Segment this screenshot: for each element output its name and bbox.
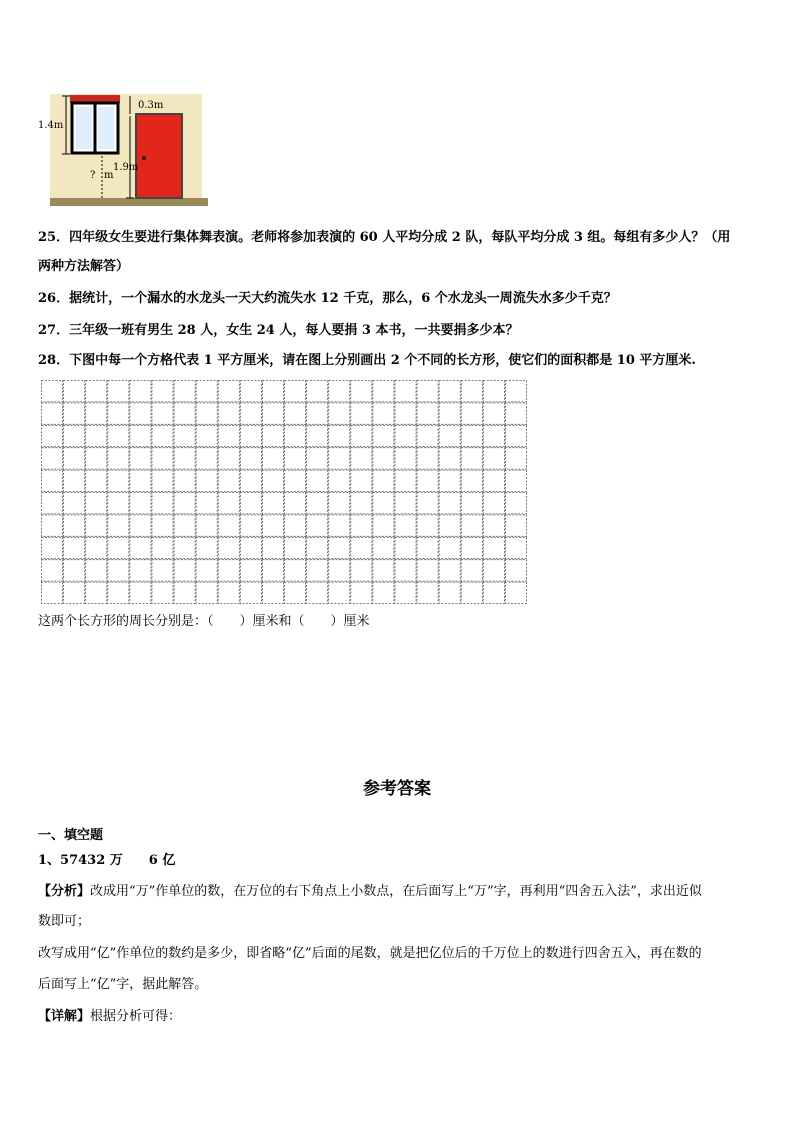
grid-cell[interactable] bbox=[483, 515, 504, 536]
grid-cell[interactable] bbox=[130, 425, 151, 446]
question-27: 27．三年级一班有男生 28 人，女生 24 人，每人要捐 3 本书，一共要捐多少本？ bbox=[38, 323, 519, 338]
grid-cell[interactable] bbox=[64, 537, 85, 558]
grid-cell[interactable] bbox=[307, 403, 328, 424]
grid-cell[interactable] bbox=[351, 425, 372, 446]
grid-cell[interactable] bbox=[218, 537, 239, 558]
grid-cell[interactable] bbox=[174, 448, 195, 469]
grid-cell[interactable] bbox=[439, 515, 460, 536]
grid-cell[interactable] bbox=[461, 425, 482, 446]
analysis-tag: 【分析】 bbox=[38, 884, 91, 899]
grid-cell[interactable] bbox=[483, 448, 504, 469]
grid-cell[interactable] bbox=[86, 470, 107, 491]
analysis-text-1: 改成用“万”作单位的数，在万位的右下角点上小数点，在后面写上“万”字，再利用“四舍五入法”，求出近似 bbox=[90, 884, 702, 899]
grid-cell[interactable] bbox=[373, 560, 394, 581]
grid-cell[interactable] bbox=[461, 582, 482, 603]
grid-cell[interactable] bbox=[483, 582, 504, 603]
grid-cell[interactable] bbox=[505, 537, 526, 558]
grid-cell[interactable] bbox=[42, 493, 63, 514]
grid-cell[interactable] bbox=[196, 515, 217, 536]
grid-cell[interactable] bbox=[285, 403, 306, 424]
grid-cell[interactable] bbox=[307, 493, 328, 514]
grid-cell[interactable] bbox=[196, 537, 217, 558]
grid-cell[interactable] bbox=[240, 560, 261, 581]
label-unknown-unit: m bbox=[104, 170, 114, 181]
grid-cell[interactable] bbox=[218, 515, 239, 536]
grid-cell[interactable] bbox=[108, 537, 129, 558]
grid-cell[interactable] bbox=[262, 425, 283, 446]
grid-cell[interactable] bbox=[262, 493, 283, 514]
grid-cell[interactable] bbox=[108, 582, 129, 603]
grid-cell[interactable] bbox=[285, 470, 306, 491]
grid-cell[interactable] bbox=[86, 448, 107, 469]
floor bbox=[50, 198, 208, 206]
grid-cell[interactable] bbox=[152, 582, 173, 603]
grid-cell[interactable] bbox=[262, 537, 283, 558]
detail-line bbox=[38, 1007, 181, 1027]
grid-cell[interactable] bbox=[108, 515, 129, 536]
grid-cell[interactable] bbox=[417, 515, 438, 536]
grid-cell[interactable] bbox=[218, 425, 239, 446]
grid-cell[interactable] bbox=[130, 403, 151, 424]
grid-cell[interactable] bbox=[417, 381, 438, 402]
grid-cell[interactable] bbox=[42, 560, 63, 581]
grid-cell[interactable] bbox=[218, 403, 239, 424]
grid-cell[interactable] bbox=[152, 470, 173, 491]
grid-cell[interactable] bbox=[64, 515, 85, 536]
window-door-figure bbox=[38, 92, 208, 210]
grid-cell[interactable] bbox=[307, 582, 328, 603]
grid-cell[interactable] bbox=[130, 381, 151, 402]
grid-cell[interactable] bbox=[262, 381, 283, 402]
grid-cell[interactable] bbox=[461, 470, 482, 491]
square-grid[interactable] bbox=[41, 380, 527, 604]
grid-cell[interactable] bbox=[307, 537, 328, 558]
grid-cell[interactable] bbox=[351, 515, 372, 536]
analysis-line2: 数即可； bbox=[38, 914, 91, 929]
grid-cell[interactable] bbox=[42, 448, 63, 469]
grid-cell[interactable] bbox=[329, 403, 350, 424]
grid-cell[interactable] bbox=[86, 403, 107, 424]
grid-cell[interactable] bbox=[262, 582, 283, 603]
grid-cell[interactable] bbox=[108, 403, 129, 424]
grid-cell[interactable] bbox=[307, 448, 328, 469]
grid-cell[interactable] bbox=[108, 560, 129, 581]
grid-cell[interactable] bbox=[461, 403, 482, 424]
grid-cell[interactable] bbox=[439, 582, 460, 603]
grid-cell[interactable] bbox=[130, 515, 151, 536]
grid-cell[interactable] bbox=[417, 582, 438, 603]
grid-cell[interactable] bbox=[130, 560, 151, 581]
grid-cell[interactable] bbox=[329, 560, 350, 581]
grid-cell[interactable] bbox=[64, 425, 85, 446]
grid-cell[interactable] bbox=[240, 381, 261, 402]
grid-cell[interactable] bbox=[240, 537, 261, 558]
grid-cell[interactable] bbox=[42, 515, 63, 536]
grid-cell[interactable] bbox=[152, 425, 173, 446]
grid-cell[interactable] bbox=[439, 425, 460, 446]
grid-cell[interactable] bbox=[439, 381, 460, 402]
grid-cell[interactable] bbox=[483, 470, 504, 491]
grid-cell[interactable] bbox=[218, 493, 239, 514]
label-door-height: 1.9m bbox=[113, 162, 139, 173]
grid-cell[interactable] bbox=[307, 425, 328, 446]
answers-title: 参考答案 bbox=[363, 779, 431, 799]
grid-cell[interactable] bbox=[439, 493, 460, 514]
grid-cell[interactable] bbox=[196, 582, 217, 603]
grid-cell[interactable] bbox=[483, 560, 504, 581]
grid-cell[interactable] bbox=[395, 403, 416, 424]
door bbox=[136, 114, 182, 198]
grid-cell[interactable] bbox=[505, 403, 526, 424]
grid-cell[interactable] bbox=[218, 582, 239, 603]
grid-cell[interactable] bbox=[329, 582, 350, 603]
grid-cell[interactable] bbox=[329, 381, 350, 402]
question-26: 26．据统计，一个漏水的水龙头一天大约流失水 12 千克，那么，6 个水龙头一周流失水多少千克？ bbox=[38, 291, 617, 306]
grid-cell[interactable] bbox=[307, 515, 328, 536]
grid-cell[interactable] bbox=[373, 448, 394, 469]
grid-cell[interactable] bbox=[218, 448, 239, 469]
grid-cell[interactable] bbox=[329, 470, 350, 491]
grid-cell[interactable] bbox=[285, 493, 306, 514]
grid-cell[interactable] bbox=[152, 560, 173, 581]
grid-cell[interactable] bbox=[329, 537, 350, 558]
grid-cell[interactable] bbox=[395, 470, 416, 491]
grid-cell[interactable] bbox=[262, 470, 283, 491]
grid-cell[interactable] bbox=[461, 493, 482, 514]
grid-cell[interactable] bbox=[285, 448, 306, 469]
grid-cell[interactable] bbox=[461, 560, 482, 581]
grid-cell[interactable] bbox=[108, 381, 129, 402]
grid-cell[interactable] bbox=[108, 448, 129, 469]
grid-cell[interactable] bbox=[42, 470, 63, 491]
grid-cell[interactable] bbox=[351, 560, 372, 581]
grid-cell[interactable] bbox=[240, 470, 261, 491]
grid-cell[interactable] bbox=[262, 448, 283, 469]
grid-cell[interactable] bbox=[395, 537, 416, 558]
grid-cell[interactable] bbox=[439, 448, 460, 469]
grid-cell[interactable] bbox=[64, 470, 85, 491]
grid-cell[interactable] bbox=[373, 582, 394, 603]
grid-cell[interactable] bbox=[461, 537, 482, 558]
grid-cell[interactable] bbox=[483, 537, 504, 558]
grid-cell[interactable] bbox=[130, 470, 151, 491]
grid-cell[interactable] bbox=[395, 448, 416, 469]
grid-cell[interactable] bbox=[351, 403, 372, 424]
grid-cell[interactable] bbox=[86, 537, 107, 558]
grid-cell[interactable] bbox=[417, 425, 438, 446]
grid-cell[interactable] bbox=[417, 537, 438, 558]
grid-cell[interactable] bbox=[42, 403, 63, 424]
grid-cell[interactable] bbox=[483, 425, 504, 446]
perimeter-question: 这两个长方形的周长分别是：（ ）厘米和（ ）厘米 bbox=[38, 614, 370, 629]
grid-cell[interactable] bbox=[417, 403, 438, 424]
grid-cell[interactable] bbox=[86, 425, 107, 446]
grid-cell[interactable] bbox=[174, 582, 195, 603]
grid-cell[interactable] bbox=[64, 582, 85, 603]
grid-cell[interactable] bbox=[373, 493, 394, 514]
grid-cell[interactable] bbox=[108, 425, 129, 446]
grid-cell[interactable] bbox=[262, 515, 283, 536]
grid-cell[interactable] bbox=[505, 582, 526, 603]
grid-cell[interactable] bbox=[417, 560, 438, 581]
detail-tag: 【详解】 bbox=[38, 1009, 91, 1024]
grid-cell[interactable] bbox=[42, 582, 63, 603]
grid-cell[interactable] bbox=[64, 448, 85, 469]
label-height: 1.4m bbox=[38, 120, 64, 131]
grid-cell[interactable] bbox=[196, 381, 217, 402]
grid-cell[interactable] bbox=[285, 515, 306, 536]
grid-cell[interactable] bbox=[373, 425, 394, 446]
grid-cell[interactable] bbox=[86, 560, 107, 581]
grid-cell[interactable] bbox=[64, 381, 85, 402]
grid-cell[interactable] bbox=[505, 470, 526, 491]
question-25-line2: 两种方法解答） bbox=[38, 259, 130, 274]
grid-cell[interactable] bbox=[174, 537, 195, 558]
grid-cell[interactable] bbox=[218, 470, 239, 491]
grid-cell[interactable] bbox=[64, 493, 85, 514]
grid-cell[interactable] bbox=[218, 381, 239, 402]
grid-cell[interactable] bbox=[505, 493, 526, 514]
grid-cell[interactable] bbox=[152, 493, 173, 514]
grid-cell[interactable] bbox=[240, 425, 261, 446]
grid-cell[interactable] bbox=[439, 403, 460, 424]
grid-cell[interactable] bbox=[174, 515, 195, 536]
grid-cell[interactable] bbox=[329, 448, 350, 469]
grid-cell[interactable] bbox=[373, 403, 394, 424]
grid-cell[interactable] bbox=[42, 381, 63, 402]
grid-cell[interactable] bbox=[395, 515, 416, 536]
grid-cell[interactable] bbox=[174, 425, 195, 446]
grid-cell[interactable] bbox=[262, 560, 283, 581]
grid-cell[interactable] bbox=[196, 403, 217, 424]
grid-cell[interactable] bbox=[240, 493, 261, 514]
grid-cell[interactable] bbox=[505, 515, 526, 536]
grid-cell[interactable] bbox=[64, 560, 85, 581]
grid-cell[interactable] bbox=[218, 560, 239, 581]
grid-cell[interactable] bbox=[174, 493, 195, 514]
question-28: 28．下图中每一个方格代表 1 平方厘米，请在图上分别画出 2 个不同的长方形，使它们的面积都是 10 平方厘米. bbox=[38, 353, 696, 368]
grid-cell[interactable] bbox=[373, 515, 394, 536]
grid-cell[interactable] bbox=[505, 425, 526, 446]
grid-cell[interactable] bbox=[174, 381, 195, 402]
grid-cell[interactable] bbox=[483, 403, 504, 424]
grid-cell[interactable] bbox=[196, 560, 217, 581]
grid-cell[interactable] bbox=[329, 515, 350, 536]
grid-cell[interactable] bbox=[351, 448, 372, 469]
grid-cell[interactable] bbox=[439, 560, 460, 581]
grid-cell[interactable] bbox=[461, 381, 482, 402]
grid-cell[interactable] bbox=[417, 493, 438, 514]
grid-cell[interactable] bbox=[483, 381, 504, 402]
grid-cell[interactable] bbox=[461, 448, 482, 469]
label-gap: 0.3m bbox=[138, 100, 164, 111]
grid-cell[interactable] bbox=[351, 381, 372, 402]
grid-cell[interactable] bbox=[240, 582, 261, 603]
grid-cell[interactable] bbox=[439, 537, 460, 558]
grid-cell[interactable] bbox=[351, 470, 372, 491]
grid-cell[interactable] bbox=[307, 470, 328, 491]
answer-1: 1、57432 万 6 亿 bbox=[38, 853, 176, 868]
grid-cell[interactable] bbox=[373, 381, 394, 402]
grid-cell[interactable] bbox=[351, 493, 372, 514]
grid-cell[interactable] bbox=[196, 425, 217, 446]
grid-cell[interactable] bbox=[373, 537, 394, 558]
grid-cell[interactable] bbox=[285, 537, 306, 558]
grid-cell[interactable] bbox=[439, 470, 460, 491]
grid-cell[interactable] bbox=[395, 560, 416, 581]
question-25-line1: 25．四年级女生要进行集体舞表演。老师将参加表演的 60 人平均分成 2 队，每队平均分成 3 组。每组有多少人？（用 bbox=[38, 230, 731, 245]
grid-cell[interactable] bbox=[152, 381, 173, 402]
grid-cell[interactable] bbox=[152, 448, 173, 469]
grid-cell[interactable] bbox=[86, 515, 107, 536]
grid-cell[interactable] bbox=[395, 381, 416, 402]
grid-cell[interactable] bbox=[417, 470, 438, 491]
grid-cell[interactable] bbox=[64, 403, 85, 424]
grid-cell[interactable] bbox=[240, 515, 261, 536]
grid-cell[interactable] bbox=[285, 425, 306, 446]
analysis-line1 bbox=[38, 882, 702, 902]
grid-cell[interactable] bbox=[86, 381, 107, 402]
grid-cell[interactable] bbox=[174, 470, 195, 491]
analysis-line4: 后面写上“亿”字，据此解答。 bbox=[38, 977, 208, 992]
grid-cell[interactable] bbox=[285, 582, 306, 603]
grid-cell[interactable] bbox=[373, 470, 394, 491]
grid-cell[interactable] bbox=[483, 493, 504, 514]
grid-cell[interactable] bbox=[196, 493, 217, 514]
grid-cell[interactable] bbox=[108, 493, 129, 514]
grid-cell[interactable] bbox=[417, 448, 438, 469]
grid-cell[interactable] bbox=[130, 537, 151, 558]
grid-cell[interactable] bbox=[174, 560, 195, 581]
window-door-illustration bbox=[38, 92, 208, 210]
grid-cell[interactable] bbox=[329, 493, 350, 514]
grid-cell[interactable] bbox=[351, 537, 372, 558]
grid-cell[interactable] bbox=[152, 537, 173, 558]
grid-cell[interactable] bbox=[395, 493, 416, 514]
grid-cell[interactable] bbox=[285, 560, 306, 581]
grid-cell[interactable] bbox=[505, 560, 526, 581]
grid-cell[interactable] bbox=[42, 537, 63, 558]
grid-cell[interactable] bbox=[395, 582, 416, 603]
grid-cell[interactable] bbox=[130, 493, 151, 514]
grid-cell[interactable] bbox=[505, 448, 526, 469]
grid-cell[interactable] bbox=[152, 403, 173, 424]
grid-cell[interactable] bbox=[505, 381, 526, 402]
grid-cell[interactable] bbox=[152, 515, 173, 536]
grid-cell[interactable] bbox=[395, 425, 416, 446]
grid-cell[interactable] bbox=[130, 582, 151, 603]
grid-cell[interactable] bbox=[351, 582, 372, 603]
grid-cell[interactable] bbox=[240, 403, 261, 424]
grid-cell[interactable] bbox=[86, 582, 107, 603]
grid-cell[interactable] bbox=[196, 448, 217, 469]
grid-cell[interactable] bbox=[196, 470, 217, 491]
label-unknown: ? bbox=[90, 170, 96, 181]
grid-cell[interactable] bbox=[86, 493, 107, 514]
detail-text: 根据分析可得： bbox=[90, 1009, 182, 1024]
section-heading: 一、填空题 bbox=[38, 828, 104, 843]
grid-cell[interactable] bbox=[42, 425, 63, 446]
grid-cell[interactable] bbox=[262, 403, 283, 424]
analysis-line3: 改写成用“亿”作单位的数约是多少，即省略“亿”后面的尾数，就是把亿位后的千万位上的数进行四舍五入，再在数的 bbox=[38, 946, 702, 961]
grid-cell[interactable] bbox=[174, 403, 195, 424]
grid-cell[interactable] bbox=[461, 515, 482, 536]
grid-cell[interactable] bbox=[285, 381, 306, 402]
grid-cell[interactable] bbox=[108, 470, 129, 491]
grid-cell[interactable] bbox=[307, 560, 328, 581]
grid-cell[interactable] bbox=[130, 448, 151, 469]
grid-cell[interactable] bbox=[307, 381, 328, 402]
grid-cell[interactable] bbox=[329, 425, 350, 446]
grid-cell[interactable] bbox=[240, 448, 261, 469]
